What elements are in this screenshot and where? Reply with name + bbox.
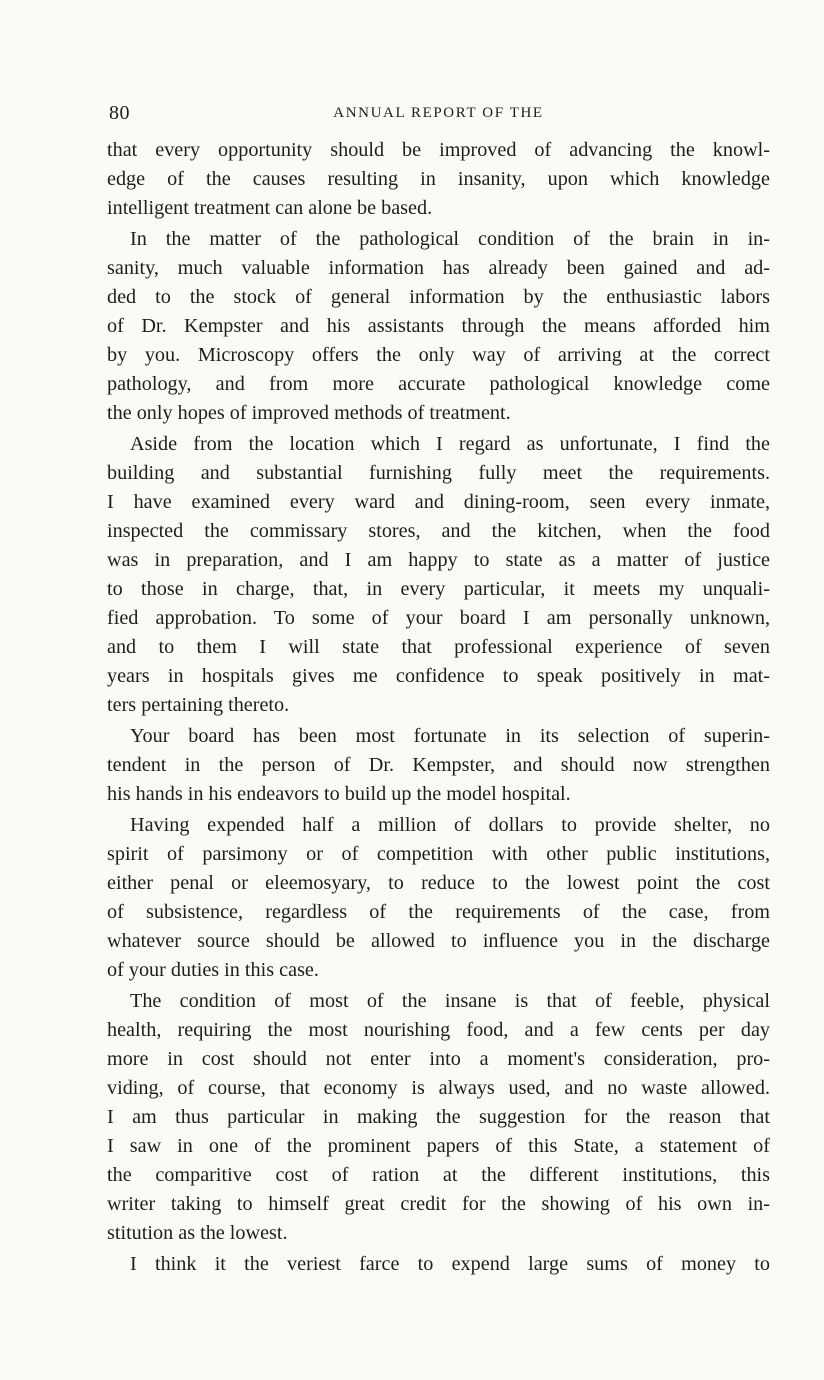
text-line: ded to the stock of general information by the enthusiastic labors: [107, 286, 770, 308]
text-line: years in hospitals gives me confidence to speak positively in mat-: [107, 665, 770, 687]
text-line: viding, of course, that economy is always used, and no waste allowed.: [107, 1077, 770, 1099]
text-line: more in cost should not enter into a moment's consideration, pro-: [107, 1048, 770, 1070]
paragraph: [107, 987, 770, 1248]
text-line: of Dr. Kempster and his assistants through the means afforded him: [107, 315, 770, 337]
text-line: ters pertaining thereto.: [107, 694, 290, 716]
text-line: Aside from the location which I regard as unfortunate, I find the: [130, 433, 770, 455]
text-line: I saw in one of the prominent papers of this State, a statement of: [107, 1135, 770, 1157]
text-line: building and substantial furnishing fully meet the requirements.: [107, 462, 770, 484]
text-line: either penal or eleemosyary, to reduce to the lowest point the cost: [107, 872, 770, 894]
text-line: and to them I will state that professional experience of seven: [107, 636, 770, 658]
paragraph: [107, 225, 770, 428]
text-line: In the matter of the pathological condition of the brain in in-: [130, 228, 770, 250]
text-line: sanity, much valuable information has already been gained and ad-: [107, 257, 770, 279]
text-line: intelligent treatment can alone be based.: [107, 197, 433, 219]
text-line: I think it the veriest farce to expend large sums of money to: [130, 1253, 770, 1275]
paragraph: [107, 1250, 770, 1279]
text-line: pathology, and from more accurate pathological knowledge come: [107, 373, 770, 395]
document-page: [107, 102, 770, 1281]
text-line: of your duties in this case.: [107, 959, 319, 981]
body-text: [107, 136, 770, 1279]
text-line: the only hopes of improved methods of treatment.: [107, 402, 511, 424]
text-line: Having expended half a million of dollars to provide shelter, no: [130, 814, 770, 836]
text-line: by you. Microscopy offers the only way of arriving at the correct: [107, 344, 770, 366]
text-line: The condition of most of the insane is that of feeble, physical: [130, 990, 770, 1012]
text-line: I have examined every ward and dining-room, seen every inmate,: [107, 491, 770, 513]
text-line: that every opportunity should be improved of advancing the knowl-: [107, 139, 770, 161]
paragraph: [107, 136, 770, 223]
text-line: to those in charge, that, in every particular, it meets my unquali-: [107, 578, 770, 600]
text-line: of subsistence, regardless of the requirements of the case, from: [107, 901, 770, 923]
page-number: 80: [109, 102, 130, 124]
header-title: ANNUAL REPORT OF THE: [333, 105, 544, 121]
text-line: Your board has been most fortunate in its selection of superin-: [130, 725, 770, 747]
paragraph: [107, 430, 770, 720]
running-header: [107, 102, 770, 130]
text-line: edge of the causes resulting in insanity, upon which knowledge: [107, 168, 770, 190]
text-line: whatever source should be allowed to influence you in the discharge: [107, 930, 770, 952]
text-line: was in preparation, and I am happy to state as a matter of justice: [107, 549, 770, 571]
text-line: stitution as the lowest.: [107, 1222, 288, 1244]
text-line: health, requiring the most nourishing food, and a few cents per day: [107, 1019, 770, 1041]
text-line: writer taking to himself great credit for the showing of his own in-: [107, 1193, 770, 1215]
text-line: spirit of parsimony or of competition with other public institutions,: [107, 843, 770, 865]
text-line: tendent in the person of Dr. Kempster, and should now strengthen: [107, 754, 770, 776]
paragraph: [107, 722, 770, 809]
text-line: I am thus particular in making the suggestion for the reason that: [107, 1106, 770, 1128]
paragraph: [107, 811, 770, 985]
text-line: his hands in his endeavors to build up the model hospital.: [107, 783, 571, 805]
text-line: the comparitive cost of ration at the different institutions, this: [107, 1164, 770, 1186]
text-line: fied approbation. To some of your board I am personally unknown,: [107, 607, 770, 629]
text-line: inspected the commissary stores, and the kitchen, when the food: [107, 520, 770, 542]
